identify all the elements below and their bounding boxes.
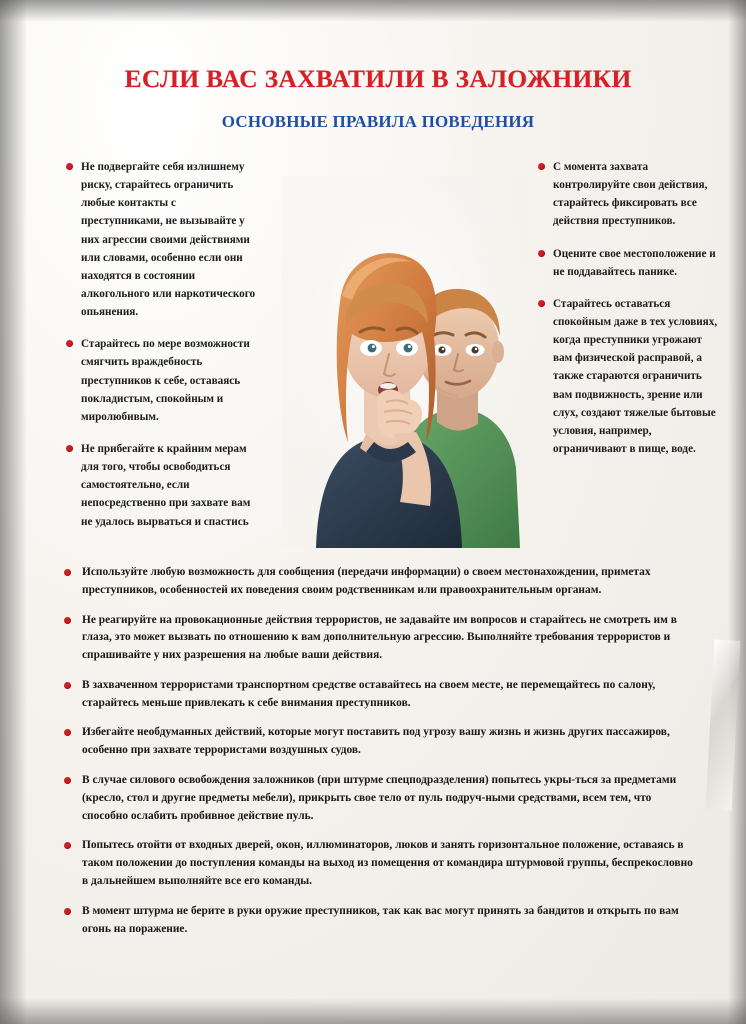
list-item: Оцените свое местоположение и не поддавайтесь панике. (538, 245, 718, 281)
poster-subtitle: ОСНОВНЫЕ ПРАВИЛА ПОВЕДЕНИЯ (221, 112, 535, 131)
list-item: Используйте любую возможность для сообщения (передачи информации) о своем местонахождении, приметах преступников, особенностей их поведения своим родственникам или правоохранительным органам. (64, 564, 696, 600)
paper-edge-left (0, 0, 26, 1024)
top-columns (52, 158, 718, 558)
paper-edge-right (728, 0, 746, 1024)
list-item: Не подвергайте себя излишнему риску, старайтесь ограничить любые контакты с преступниками, не вызывайте у них агрессии своими действиями или словами, особенно если они находятся в состоянии алкогольного или наркотического опьянения. (66, 158, 256, 321)
list-item: Не реагируйте на провокационные действия террористов, не задавайте им вопросов и старайтесь не смотреть им в глаза, это может вызвать по отношению к вам дополнительную агрессию. Выполняйте требования террористов и спрашивайте у них разрешения на любые ваши действия. (64, 612, 696, 665)
poster-sheet (26, 22, 730, 1002)
list-item: Старайтесь по мере возможности смягчить враждебность преступников к себе, оставаясь покладистым, спокойным и миролюбивым. (66, 335, 256, 426)
bottom-rules-list (52, 564, 704, 938)
list-item: Попытесь отойти от входных дверей, окон, иллюминаторов, люков и занять горизонтальное положение, оставаясь в таком положении до поступления команды на выход из помещения от командира штурмовой группы, беспрекословно в дальнейшем выполняйте все его команды. (64, 837, 696, 890)
left-rules-column (66, 158, 256, 545)
right-rules-column (538, 158, 718, 472)
list-item: С момента захвата контролируйте свои действия, старайтесь фиксировать все действия преступников. (538, 158, 718, 231)
list-item: В захваченном террористами транспортном средстве оставайтесь на своем месте, не перемещайтесь по салону, старайтесь меньше привлекать к себе внимания преступников. (64, 677, 696, 713)
list-item: В момент штурма не берите в руки оружие преступников, так как вас могут принять за бандитов и открыть по вам огонь на поражение. (64, 903, 696, 939)
poster-title: ЕСЛИ ВАС ЗАХВАТИЛИ В ЗАЛОЖНИКИ (124, 64, 632, 93)
list-item: Не прибегайте к крайним мерам для того, чтобы освободиться самостоятельно, если непосредственно при захвате вам не удалось вырваться и спастись (66, 440, 256, 531)
two-hostages-illustration (282, 176, 528, 548)
paper-edge-top (0, 0, 746, 22)
list-item: В случае силового освобождения заложников (при штурме спецподразделения) попытесь укры-ться за предметами (кресло, стол и другие предметы мебели), прикрыть свое тело от пуль подруч-ными средствами, всем тем, что способно ослабить пробивное действие пуль. (64, 772, 696, 825)
list-item: Старайтесь оставаться спокойным даже в тех условиях, когда преступники угрожают вам физической расправой, а также стараются ограничить вам подвижность, зрение или слух, создают тяжелые бытовые условия, например, ограничивают в пище, воде. (538, 295, 718, 458)
list-item: Избегайте необдуманных действий, которые могут поставить под угрозу вашу жизнь и жизнь других пассажиров, особенно при захвате террористами воздушных судов. (64, 724, 696, 760)
